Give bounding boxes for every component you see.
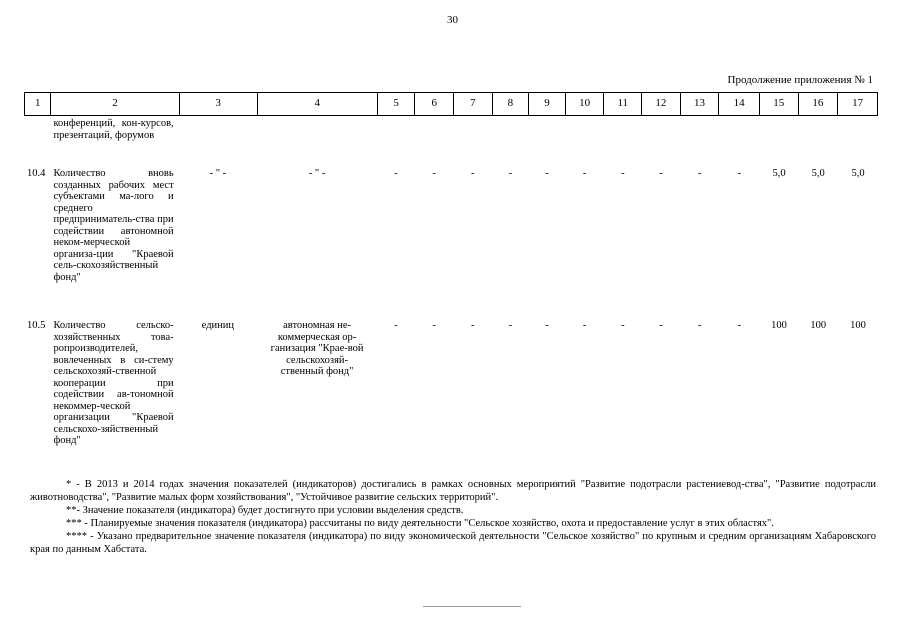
value-cell: 5,0 xyxy=(851,168,865,179)
value-cell: - xyxy=(545,168,549,179)
value-cell: - xyxy=(394,320,398,331)
footnote: *** - Планируемые значения показателя (индикатора) рассчитаны по виду деятельности "Сельское хозяйство, охота и предоставление услуг в этих областях". xyxy=(66,518,774,529)
header-cell: 6 xyxy=(415,93,454,116)
footnotes xyxy=(30,478,876,556)
header-cell: 11 xyxy=(604,93,642,116)
value-cell: - xyxy=(471,168,475,179)
footnote: **** - Указано предварительное значение показателя (индикатора) по виду экономической деятельности "Сельское хозяйство" по крупным и средним организациям Хабаровского края по данным Хабстата. xyxy=(30,531,876,555)
value-cell: - xyxy=(659,168,663,179)
value-cell: - xyxy=(659,320,663,331)
page-number: 30 xyxy=(447,14,458,26)
header-cell: 8 xyxy=(492,93,529,116)
header-cell: 13 xyxy=(680,93,719,116)
continuation-label: Продолжение приложения № 1 xyxy=(727,74,873,86)
header-cell: 14 xyxy=(719,93,760,116)
header-cell: 3 xyxy=(179,93,257,116)
header-cell: 7 xyxy=(454,93,493,116)
executor-cell: - " - xyxy=(308,168,326,179)
header-cell: 1 xyxy=(25,93,51,116)
value-cell: - xyxy=(737,320,742,331)
row-number: 10.5 xyxy=(27,320,46,331)
value-cell: - xyxy=(545,320,549,331)
header-cell: 10 xyxy=(565,93,604,116)
value-cell: - xyxy=(432,320,436,331)
indicator-name: Количество сельско-хозяйственных това-ропроизводителей, вовлеченных в си-стему сельскохозяй-ственной кооперации при содействии ав-тономной некоммер-ческой организации "Краевой сельскохо-зяйственный фонд" xyxy=(53,320,174,446)
end-divider xyxy=(423,606,521,607)
column-number-header xyxy=(24,92,878,116)
value-cell: 5,0 xyxy=(811,168,825,179)
table-row xyxy=(24,168,878,320)
value-cell: - xyxy=(582,168,587,179)
unit-cell: единиц xyxy=(201,320,235,331)
value-cell: - xyxy=(394,168,398,179)
value-cell: 100 xyxy=(810,320,827,331)
value-cell: - xyxy=(508,320,513,331)
value-cell: - xyxy=(621,168,625,179)
row-number: 10.4 xyxy=(27,168,46,179)
header-cell: 5 xyxy=(377,93,415,116)
value-cell: - xyxy=(508,168,513,179)
value-cell: - xyxy=(582,320,587,331)
value-cell: 5,0 xyxy=(772,168,786,179)
executor-cell: автономная не-коммерческая ор-ганизация "Крае-вой сельскохозяй-ственный фонд" xyxy=(270,320,364,377)
header-cell: 9 xyxy=(529,93,566,116)
table-row xyxy=(24,320,878,447)
header-cell: 2 xyxy=(51,93,179,116)
header-cell: 17 xyxy=(838,93,878,116)
header-cell: 4 xyxy=(257,93,377,116)
value-cell: - xyxy=(737,168,742,179)
indicator-table xyxy=(24,118,878,447)
table-row-fragment xyxy=(24,118,878,168)
indicator-name: Количество вновь созданных рабочих мест субъектами ма-лого и среднего предприниматель-ства при содействии автономной неком-мерческой организа-ции "Краевой сель-скохозяйственный фонд" xyxy=(53,168,174,283)
value-cell: - xyxy=(471,320,475,331)
value-cell: - xyxy=(697,168,702,179)
value-cell: - xyxy=(621,320,625,331)
footnote: * - В 2013 и 2014 годах значения показателей (индикаторов) достигались в рамках основных мероприятий "Развитие подотрасли растениевод-ства", "Развитие подотрасли животноводства", "Развитие малых форм хозяйствования", "Устойчивое развитие сельских территорий". xyxy=(30,479,876,503)
header-cell: 12 xyxy=(642,93,681,116)
unit-cell: - " - xyxy=(209,168,227,179)
header-cell: 16 xyxy=(798,93,838,116)
footnote: **- Значение показателя (индикатора) будет достигнуто при условии выделения средств. xyxy=(66,505,464,516)
value-cell: 100 xyxy=(771,320,787,331)
value-cell: - xyxy=(432,168,436,179)
header-cell: 15 xyxy=(759,93,798,116)
value-cell: 100 xyxy=(850,320,866,331)
value-cell: - xyxy=(697,320,702,331)
indicator-name: конференций, кон-курсов, презентаций, форумов xyxy=(53,118,174,141)
